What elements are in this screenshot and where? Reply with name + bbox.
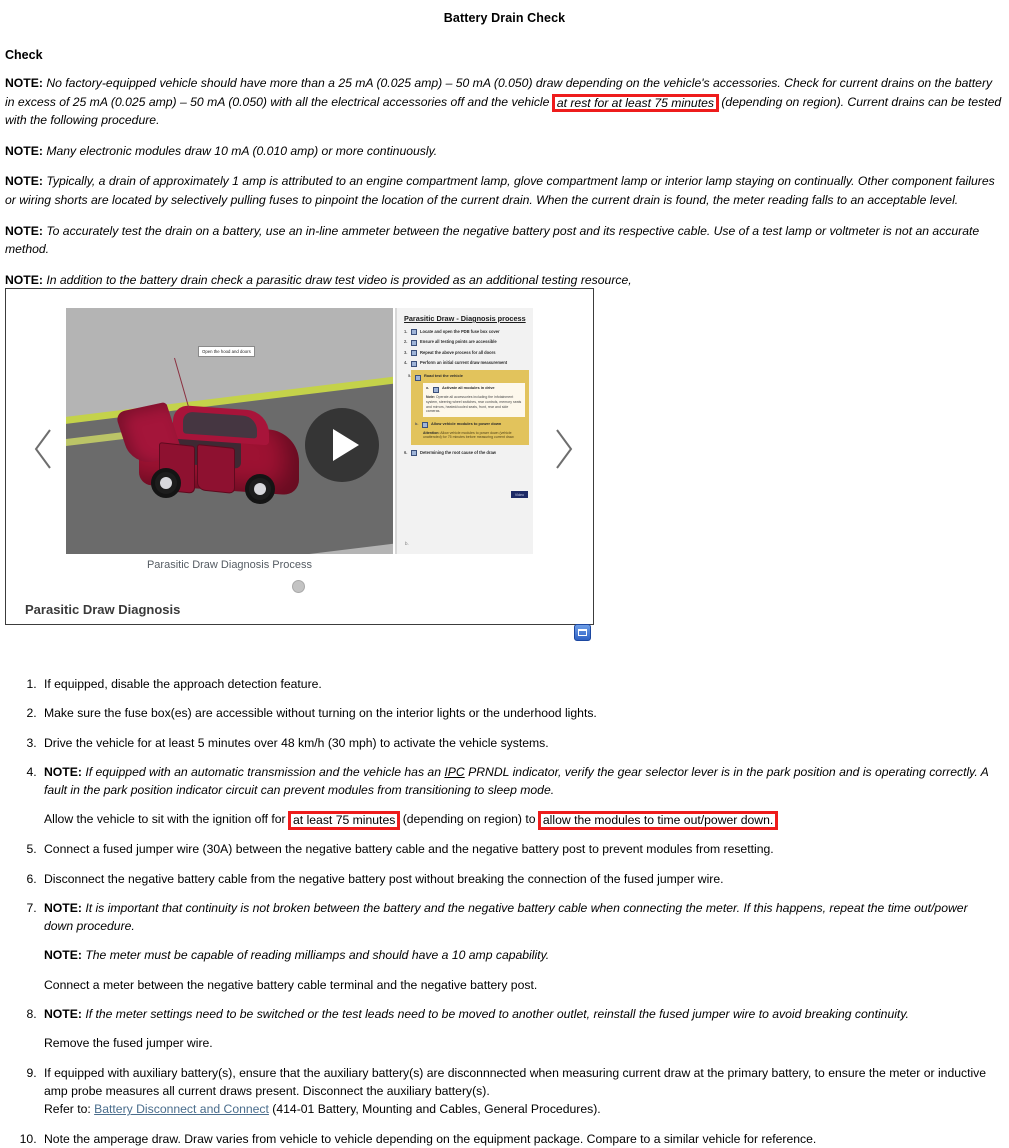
step-text: Make sure the fuse box(es) are accessible without turning on the interior lights or the underhood lights. — [44, 706, 597, 721]
checkbox-icon — [411, 350, 417, 356]
slide-item-number: 5. — [408, 373, 412, 379]
step-text: Drive the vehicle for at least 5 minutes over 48 km/h (30 mph) to activate the vehicle systems. — [44, 735, 549, 750]
highlight-rest-75-minutes: at rest for at least 75 minutes — [552, 94, 719, 113]
slide-list-item — [404, 350, 529, 356]
slide-attention-label: Attention: — [423, 430, 440, 435]
step-item — [40, 899, 999, 994]
step-para-mid: (depending on region) to — [399, 812, 539, 827]
note-block-3 — [5, 172, 1002, 209]
carousel-dot[interactable] — [292, 580, 305, 593]
step-item — [40, 1130, 999, 1148]
slide-attention-note — [423, 431, 525, 440]
slide-item-number: 3. — [404, 349, 408, 355]
slide-item-label: Repeat the above process for all doors — [420, 349, 496, 355]
slide-item-label: Ensure all testing points are accessible — [420, 339, 497, 345]
procedure-step-list — [0, 675, 1009, 1148]
note-block-5 — [5, 271, 1002, 290]
chevron-left-icon[interactable] — [32, 427, 56, 471]
step-item — [40, 704, 999, 722]
slide-subitem — [426, 386, 522, 392]
step-note-text: It is important that continuity is not broken between the battery and the negative battery cable when connecting the meter. If this happens, repeat the time out/power down procedure. — [44, 900, 968, 934]
note-text: Many electronic modules draw 10 mA (0.010 amp) or more continuously. — [46, 143, 438, 158]
note-block-4 — [5, 222, 1002, 259]
step-sub-paragraph — [44, 810, 999, 829]
note-text: Typically, a drain of approximately 1 amp is attributed to an engine compartment lamp, glove compartment lamp or interior lamp staying on continually. Other component failures or wiring shorts are located by selectively pulling fuses to pinpoint the location of the current drain. When the current drain is found, the meter reading falls to an acceptable level. — [5, 174, 995, 207]
step-item — [40, 734, 999, 752]
slide-list-item — [408, 374, 525, 380]
note-text: To accurately test the drain on a battery, use an in-line ammeter between the negative battery post and its respective cable. Use of a test lamp or voltmeter is not an accurate method. — [5, 223, 980, 257]
checkbox-icon — [411, 361, 417, 367]
callout-label: Open the hood and doors — [198, 346, 255, 357]
refer-label: Refer to: — [44, 1102, 95, 1117]
video-footer-title: Parasitic Draw Diagnosis — [25, 602, 181, 617]
section-heading: Check — [5, 48, 43, 62]
highlight-modules-time-out: allow the modules to time out/power down. — [538, 811, 778, 830]
note-text-post: (depending on region). Current drains can be tested with the following procedure. — [5, 94, 1002, 128]
slide-item-label: Locate and open the PDB fuse box cover — [420, 328, 500, 334]
step-text: If equipped with auxiliary battery(s), ensure that the auxiliary battery(s) are disconnnected when measuring current draw at the primary battery, to ensure the meter or inductive amp probe measures all current draws present. Disconnect the auxiliary battery(s). — [44, 1065, 987, 1098]
step-text: Connect a fused jumper wire (30A) between the negative battery cable and the negative battery post to prevent modules from resetting. — [44, 842, 774, 857]
slide-page-number: b. — [405, 541, 409, 546]
checkbox-icon — [411, 450, 417, 456]
slide-list-item — [404, 450, 529, 456]
note-label: NOTE: — [5, 223, 43, 238]
slide-list-item — [404, 339, 529, 345]
vehicle-illustration — [121, 400, 311, 512]
chevron-right-icon[interactable] — [551, 427, 575, 471]
slide-item-number: 2. — [404, 339, 408, 345]
refer-post: (414-01 Battery, Mounting and Cables, General Procedures). — [268, 1102, 601, 1117]
note-label: NOTE: — [5, 143, 43, 158]
slide-item-number: 4. — [404, 360, 408, 366]
note-label: NOTE: — [44, 948, 82, 963]
battery-disconnect-and-connect-link[interactable]: Battery Disconnect and Connect — [94, 1102, 269, 1117]
note-text: In addition to the battery drain check a parasitic draw test video is provided as an additional testing resource, — [46, 272, 632, 287]
highlight-at-least-75-minutes: at least 75 minutes — [288, 811, 400, 830]
note-label: NOTE: — [5, 76, 43, 90]
slide-subitem-number: a. — [426, 385, 430, 391]
step-text: Disconnect the negative battery cable from the negative battery post without breaking the connection of the fused jumper wire. — [44, 871, 724, 886]
step-item — [40, 1005, 999, 1053]
slide-subitem-number: b. — [415, 420, 419, 426]
slide-subitem — [415, 422, 525, 428]
car-wheel-rear — [245, 474, 275, 504]
slide-subitem-label: Activate all modules in drive — [442, 385, 495, 391]
step-note-text: If the meter settings need to be switched or the test leads need to be moved to another outlet, reinstall the fused jumper wire to avoid breaking continuity. — [85, 1007, 909, 1022]
note-label: NOTE: — [44, 1007, 82, 1022]
slide-attention-text: Allow vehicle modules to power down (vehicle unattended) for 75 minutes before measuring current draw. — [423, 430, 515, 440]
note-label: NOTE: — [44, 900, 82, 915]
slide-video-badge: Video — [511, 491, 528, 498]
slide-note-a-text: Operate all accessories including the infotainment system, steering wheel switches, rear controls, memory seats and mirrors, heated/cooled seats, front, rear and side cameras. — [426, 395, 522, 414]
slide-note-a-label: Note: — [426, 395, 435, 400]
note-block-2 — [5, 142, 1002, 161]
car-wheel-front — [151, 468, 181, 498]
slide-item-label: Road test the vehicle — [424, 373, 463, 379]
slide-note-a — [426, 395, 522, 413]
checkbox-icon — [411, 340, 417, 346]
note-label: NOTE: — [5, 272, 43, 287]
step-note-text: The meter must be capable of reading milliamps and should have a 10 amp capability. — [85, 948, 550, 963]
maximize-icon[interactable] — [574, 624, 591, 641]
step-note-underline: IPC — [444, 764, 465, 779]
note-label: NOTE: — [5, 174, 43, 189]
step-text: If equipped, disable the approach detection feature. — [44, 677, 322, 691]
step-sub-paragraph: Remove the fused jumper wire. — [44, 1036, 213, 1051]
step-item — [40, 1064, 999, 1119]
slide-subnote-a — [423, 383, 525, 416]
slide-item-number: 1. — [404, 328, 408, 334]
step-sub-note — [44, 946, 999, 964]
step-note-pre: If equipped with an automatic transmission and the vehicle has an — [85, 764, 445, 779]
checkbox-icon — [433, 387, 439, 393]
video-scene-slide — [395, 308, 533, 554]
video-caption: Parasitic Draw Diagnosis Process — [146, 559, 313, 571]
step-item — [40, 840, 999, 858]
step-item — [40, 763, 999, 829]
slide-item-label: Determining the root cause of the draw — [420, 449, 496, 455]
page-title: Battery Drain Check — [443, 11, 566, 25]
note-block-1 — [5, 74, 1002, 130]
note-label: NOTE: — [44, 764, 82, 779]
step-para-pre: Allow the vehicle to sit with the ignition off for — [44, 812, 290, 827]
play-icon[interactable] — [305, 408, 379, 482]
slide-item-number: 6. — [404, 449, 408, 455]
slide-list-item — [404, 329, 529, 335]
step-text: Note the amperage draw. Draw varies from vehicle to vehicle depending on the equipment package. Compare to a similar vehicle for reference. — [44, 1131, 817, 1146]
note-text-pre: No factory-equipped vehicle should have more than a 25 mA (0.025 amp) – 50 mA (0.050) draw depending on the vehicle's accessories. Check for current drains on the battery in excess of 25 mA (0.025 amp) – 50 mA (0.050) with all the electrical accessories off and the vehicle — [5, 76, 993, 109]
step-item — [40, 675, 999, 693]
video-player-card[interactable] — [5, 288, 594, 625]
checkbox-icon — [422, 422, 428, 428]
slide-highlight-block — [408, 370, 529, 444]
step-note-post: PRNDL indicator, verify the gear selector lever is in the park position and is operating correctly. A fault in the park position indicator circuit can prevent modules from transitioning to sleep mode. — [44, 764, 989, 798]
checkbox-icon — [411, 329, 417, 335]
checkbox-icon — [415, 375, 421, 381]
car-door-rear — [197, 444, 235, 494]
step-item — [40, 870, 999, 888]
slide-title: Parasitic Draw - Diagnosis process — [404, 314, 526, 323]
slide-item-label: Perform an initial current draw measurement — [420, 360, 508, 366]
video-stage[interactable] — [66, 308, 531, 554]
step-sub-paragraph: Connect a meter between the negative battery cable terminal and the negative battery post. — [44, 977, 538, 992]
step-refer-line — [44, 1100, 999, 1118]
slide-subitem-label: Allow vehicle modules to power down — [431, 420, 502, 426]
slide-list-item — [404, 360, 529, 366]
